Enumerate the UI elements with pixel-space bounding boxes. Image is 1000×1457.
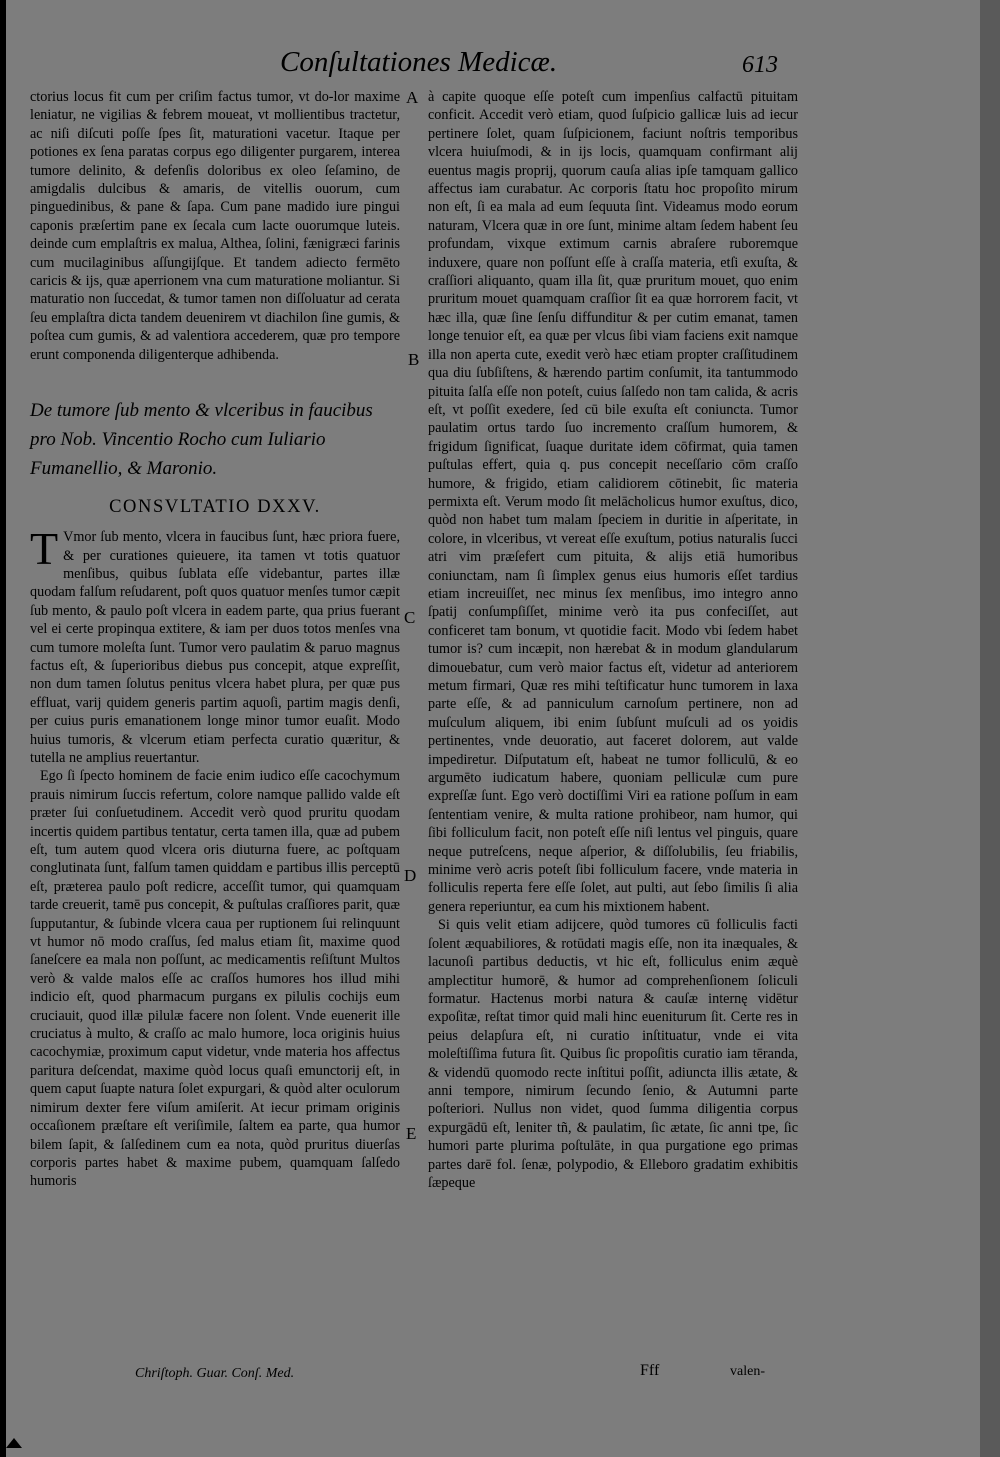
margin-letter-e: E xyxy=(406,1124,417,1143)
page-edge-left xyxy=(0,0,6,1457)
page-header xyxy=(0,42,1000,92)
left-column xyxy=(30,88,400,1191)
margin-letter-d: D xyxy=(404,866,417,885)
running-head: Conſultationes Medicæ. xyxy=(280,46,558,78)
page-number: 613 xyxy=(742,52,778,78)
consultation-title: De tumore ſub mento & vlceribus in faucibus pro Nob. Vincentio Rocho cum Iuliario Fumanellio, & Maronio. xyxy=(30,400,373,480)
signature-mark: Fff xyxy=(640,1362,660,1379)
consultation-number: CONSVLTATIO DXXV. xyxy=(109,497,321,518)
margin-letter-b: B xyxy=(408,350,420,369)
scroll-up-arrow-icon[interactable] xyxy=(6,1438,22,1448)
right-column xyxy=(428,88,798,1192)
drop-cap: T xyxy=(30,523,59,575)
paragraph: Si quis velit etiam adijcere, quòd tumores cū folliculis facti ſolent æquabiliores, & rotūdati magis eſſe, non ita inæquales, & lacunoſi partibus deductis, vt hic eſt, folliculus enim æquè amplectitur humorē, & humor ad comprehenſionem ſoliculi formatur. Hactenus morbi natura & cauſæ internę vidētur expoſitæ, reſtat timor quid mali hinc eueniturum ſit. Certe res in peius delapſura eſt, ni curatio inſtituatur, vnde ei vita moleſtiſſima futura ſit. Quibus ſic propoſitis curatio iam tēranda, & videndū quomodo recte inſtitui poſſit, adiuncta illis ætate, & anni tempore, nimirum ſecundo ſenio, & Autumni parte poſteriori. Nullus non videt, quod ſumma diligentia corpus expurgādū eſt, leniter tñ, & paulatim, ſic ætate, ſic anni tpe, ſic humori parte plurima poſtulāte, in qua purgatione ego primas partes darē fol. ſenæ, polypodio, & Elleboro gradatim exhibitis ſæpeque xyxy=(428,917,798,1191)
continued-paragraph: ctorius locus fit cum per criſim factus tumor, vt do-lor maxime leniatur, ne vigilias & febrem moueat, vt mollientibus tractetur, ac niſi diſcuti poſſe ſpes ſit, maturationi vacetur. Itaque per potiones ex ſena paratas corpus ego diligenter purgarem, interea tumore delinito, & defenſis doloribus ex oleo ſeſamino, de amigdalis dulcibus & amaris, de vitellis ouorum, cum pinguedinibus, & pane & ſapa. Cum pane madido iure pingui caponis præſertim pane ex ſecala cum lacte ouorumque luteis. deinde cum emplaſtris ex malua, Althea, ſolini, fænigræci farinis cum mucilaginibus aſſungijſque. Et tandem adiecto fermēto caricis & ijs, quæ aperrionem vna cum maturatione moliantur. Si maturatio non ſuccedat, & tumor tamen non diſſoluatur ad cerata ſeu emplaſtra dicta tandem deuenirem vt diachilon ſine gumis, & poſtea cum gumis, & ad valentiora accederem, quæ pro tempore erunt componenda diligenterque adhibenda. xyxy=(30,89,400,363)
paragraph: à capite quoque eſſe poteſt cum impenſius calfactū pituitam conficit. Accedit verò etiam, quod ſuſpicio gallicæ luis ad iecur pertinere ſolet, quam ſuſpicionem, faciunt noſtris temporibus vlcera huiuſmodi, & in ijs locis, quamquam confirmant alij euentus magis proprij, quorum cauſa alias ipſe tamquam gallico affectus iam curabatur. Ac corporis ſtatu hoc propoſito mirum non eſt, ſi ea mala ad eum ſequuta ſint. Videamus modo eorum naturam, Vlcera quæ in ore ſunt, minime altam ſedem habent ſeu profundam, vixque extimum carnis abraſere ruboremque induxere, quare non poſſunt eſſe à craſſa materia, etſi exuſta, & craſſiori aliquanto, quam illa ſit, quæ pruritum mouet, quo enim pruritum mouet quamquam craſſior ſit ea quæ horrorem facit, vt hæc illa, quæ ſine ſenſu diffunditur & per cutim emanat, tamen longe tenuior eſt, ea quæ per vlcus ſibi viam faciens exit namque illa non aperta cute, exedit verò hæc etiam propter craſſitudinem qua diu ſubſiſtens, & hærendo partim conſumit, ita tantummodo pituita ſalſa eſſe non poteſt, cuius ſalſedo non tam calida, & acris eſt, vt poſſit exedere, ſed cū bile exuſta eſt coniuncta. Tumor paulatim ortus tardo ſuo incremento craſſum humorem, & frigidum ſignificat, ſuaque duritate idem cōfirmat, quia tamen puſtulas effert, quia q. pus concepit neceſſario cōm craſſo humore, & frigido, etiam calidiorem cōtinebit, ſic materia permixta eſt. Verum modo ſit melācholicus humor exuſtus, dico, quòd non habet tum malam ſpeciem in duritie in aſperitate, in colore, in vlceribus, vt vereat eſſe exuſtum, potius naturalis ſucci atri vim præſefert cum pituita, & alijs etiā humoribus coniunctam, nam ſi ſimplex genus eius humoris eſſet tardius etiam increuiſſet, nec minus ſex menſibus, imo integro anno ſpatij conſumpſiſſet, minime verò ita pus confeciſſet, aut conficeret tam bonum, vt quotidie facit. Modo vbi ſedem habet tumor is? cum incæpit, non hærebat & in modum glandularum dimouebatur, cum verò maior factus eſt, videtur ad anteriorem metum firmari, Quæ res mihi teſtificatur hunc tumorem in laxa parte eſſe, & ad panniculum carnoſum pertinere, non ad muſculum aliquem, ibi enim ſubſunt muſculi ad os yoidis pertinentes, vnde deuoratio, aut faceret dolorem, aut valde impediretur. Diſputatum eſt, habeat ne tumor folliculū, & eo argumēto iudicatum habere, quoniam pelliculæ cum pure expreſſæ ſunt. Ego verò doctiſſimi Viri ea ratione poſſum in eam ſententiam venire, & multa ratione prohibeor, nam humor, qui ſibi folliculum facit, non poteſt eſſe niſi lentus vel pinguis, quare neque putreſcens, neque aſperior, & diſſolubilis, ſeu friabilis, minime verò acris poteſt ſibi folliculum facere, vnde materia in folliculis reperta fere eſſe ſolet, aut pulti, aut ſebo ſimilis ſi alia genera reperiuntur, ea cum his mixtionem habent. xyxy=(428,89,798,915)
paragraph: Ego ſi ſpecto hominem de facie enim iudico eſſe cacochymum prauis nimirum ſuccis refertum, colore namque pallido valde eſt præter ſui conſuetudinem. Accedit verò quod pruritu quodam incertis quidem partibus tentatur, certa tamen illa, quæ ad pubem eſt, tum autem quod vlcera oris diuturna fuere, ac poſtquam conglutinata ſunt, falſum tamen quiddam e partibus illis perceptū eſt, præterea paulo poſt redicre, acceſſit tumor, qui quamquam tarde creuerit, tamē pus concepit, & puſtulas craſſiores parit, quæ ſupputantur, & ſubinde vlcera caua per ruptionem ſui relinquunt vt humor nō modo craſſus, ſed malus etiam ſit, maxime quod ſaneſcere ea mala non poſſunt, ac medicamentis reſiſtunt Multos verò & valde malos eſſe ac craſſos humores hos illud mihi indicio eſt, quod pharmacum purgans ex pilulis cochijs eum cruciauit, quod illæ pilulæ facere non ſolent. Vnde euenerit ille cruciatus à multo, & craſſo ac malo humore, loca originis huius cacochymiæ, proximum caput videtur, vnde materia hos affectus paritura deſcendat, maxime quòd locus quaſi emunctorij eſt, in quem caput ſuapte natura ſolet expurgari, & quòd alter oculorum nimirum dexter fere viſum amiſerit. At iecur primam originis occaſionem præſtare eſt veriſimile, ſaltem ea parte, qua humor bilem ſapit, & ſalſedinem cum ea nota, quòd pruritus diuerſas corporis partes habet & maxime pubem, quamquam ſalſedo humoris xyxy=(30,768,400,1190)
paragraph xyxy=(30,523,400,767)
left-catchword: Chriſtoph. Guar. Conſ. Med. xyxy=(135,1366,295,1381)
margin-letter-c: C xyxy=(404,608,416,627)
paragraph-text: Vmor ſub mento, vlcera in faucibus ſunt, hæc priora fuere, & per curationes quieuere, ita tamen vt totis quatuor menſibus, quibus ſublata eſſe videbantur, partes illæ quodam falſum reſudarent, poſt quos quatuor menſes tumor cæpit ſub mento, & paulo poſt vlcera in eadem parte, qua prius fuerant vel ei certe propinqua extitere, & iam per duos totos menſes vna cum tumore moleſta ſunt. Tumor vero paulatim & paruo magnus factus eſt, & ſuperioribus diebus pus concepit, atque expreſſit, non dum tamen ſolutus penitus vlcera habet plura, per quæ pus effluat, varij quidem generis partim aquoſi, partim magis denſi, per cuius puris emanationem longe minor tumor euaſit. Modo huius tumoris, & vlcerum etiam perfecta curatio quæritur, & tutella ne amplius reuertantur. xyxy=(30,529,400,766)
right-catchword: valen- xyxy=(730,1364,765,1379)
margin-letter-a: A xyxy=(406,88,419,107)
page-edge-right xyxy=(980,0,1000,1457)
